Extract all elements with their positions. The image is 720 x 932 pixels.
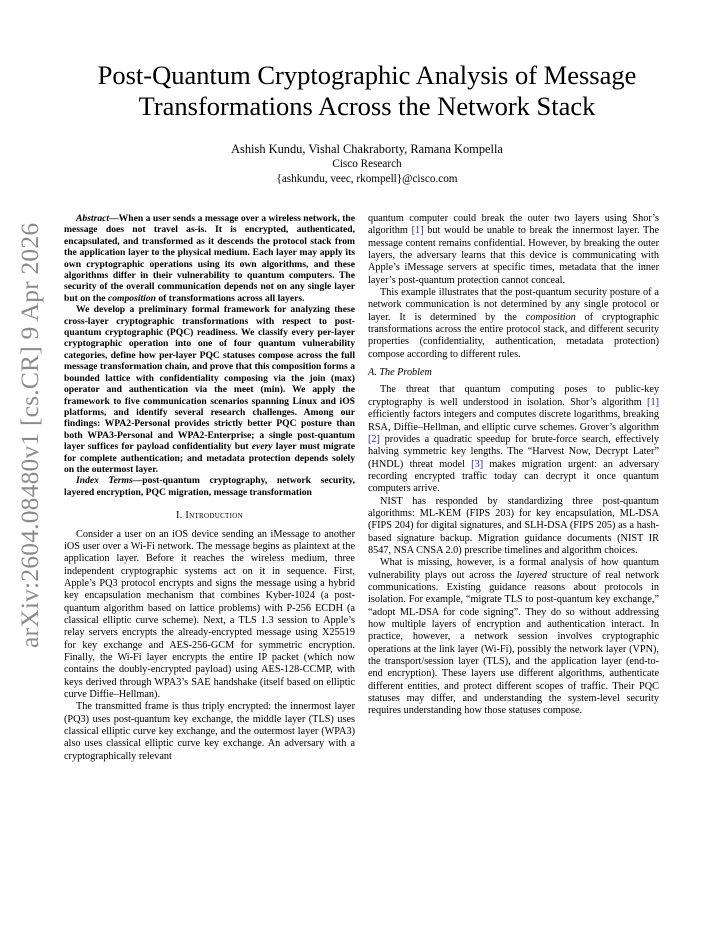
abstract-text: When a user sends a message over a wireless network, the message does not travel as-is. It is encrypted, authenticated, encapsulated, and transformed as it descends the protocol stack from the application layer to the physical medium. Each layer may apply its own cryptographic operations using its own algorithms, and these algorithms differ in their vulnerability to quantum computers. The security of the overall communication depends not on any single layer but on the [64,213,355,304]
abstract-text: of transformations across all layers. [155,292,305,304]
problem-paragraph-1 [368,384,659,495]
body-text: efficiently factors integers and computes discrete logarithms, breaking RSA, Diffie–Hellman, and elliptic curve schemes. Grover’s algorithm [368,409,659,433]
author-block [64,142,670,187]
body-text: This example illustrates that the post-quantum security posture of a network communication is not determined by any single protocol or layer. It is determined by the [368,287,659,323]
right-column [368,213,659,718]
citation-link[interactable]: [1] [411,225,424,237]
citation-link[interactable]: [2] [368,433,380,445]
body-text: What is missing, however, is a formal analysis of how quantum vulnerability plays out across the [368,557,659,581]
index-terms: Index Terms—post-quantum cryptography, network security, layered encryption, PQC migration, message transformation [64,475,355,498]
paper-title: Post-Quantum Cryptographic Analysis of Message Transformations Across the Network Stack [97,60,637,121]
body-emphasis: composition [525,311,576,323]
problem-paragraph-2: NIST has responded by standardizing three post-quantum algorithms: ML-KEM (FIPS 203) for key encapsulation, ML-DSA (FIPS 204) for digital signatures, and SLH-DSA (FIPS 205) as a hash-based signature backup. Migration guidance documents (NIST IR 8547, NSA CNSA 2.0) prescribe timelines and algorithm choices. [368,495,659,556]
author-affiliation: Cisco Research [332,158,402,170]
left-column [64,213,355,763]
body-text: but would be unable to break the innermost layer. The message content remains confidential. However, by breaking the outer layers, the adversary learns that this device is communicating with Apple’s iMessage servers at specific times, metadata that the inner layer’s post-quantum protection cannot conceal. [368,225,659,286]
abstract-paragraph-2 [64,304,355,475]
citation-link[interactable]: [1] [647,396,659,408]
abstract [64,213,355,498]
body-text: quantum computer could break the outer two layers using Shor’s algorithm [368,213,659,237]
author-names: Ashish Kundu, Vishal Chakraborty, Ramana Kompella [231,142,503,156]
intro-paragraph-3 [368,287,659,361]
body-text: The threat that quantum computing poses to public-key cryptography is well understood in isolation. Shor’s algorithm [368,384,659,408]
abstract-label: Abstract [76,213,110,224]
abstract-emphasis: every [251,441,273,453]
intro-paragraph-2: The transmitted frame is thus triply encrypted: the innermost layer (PQ3) uses post-quantum key exchange, the middle layer (TLS) uses classical elliptic curve key exchange, and the outermost layer (WPA3) also uses classical elliptic curve key exchange. An adversary with a cryptographically relevant [64,701,355,762]
index-terms-text: post-quantum cryptography, network security, layered encryption, PQC migration, message transformation [64,475,355,498]
abstract-paragraph-1: Abstract—When a user sends a message over a wireless network, the message does not travel as-is. It is encrypted, authenticated, encapsulated, and transformed as it descends the protocol stack from the application layer to the physical medium. Each layer may apply its own cryptographic operations using its own algorithms, and these algorithms differ in their vulnerability to quantum computers. The security of the overall communication depends not on any single layer but on the composition of transformations across all layers. [64,213,355,304]
section-heading-introduction: I. Introduction [176,510,243,522]
body-emphasis: layered [516,569,547,581]
abstract-emphasis: composition [107,292,156,304]
citation-link[interactable]: [3] [471,458,484,470]
intro-paragraph-1: Consider a user on an iOS device sending an iMessage to another iOS user over a Wi-Fi network. The message begins as plaintext at the application layer. Before it reaches the wireless medium, three independent cryptographic systems act on it in sequence. First, Apple’s PQ3 protocol encrypts and signs the message using a hybrid key encapsulation mechanism that combines Kyber-1024 (a post-quantum algorithm based on lattice problems) with P-256 ECDH (a classical elliptic curve scheme). Next, a TLS 1.3 session to Apple’s relay servers encrypts the already-encrypted message using X25519 for key exchange and AES-256-GCM for symmetric encryption. Finally, the Wi-Fi layer encrypts the entire IP packet (which now contains the doubly-encrypted payload) using AES-128-CCMP, with keys derived through WPA3’s SAE handshake (itself based on elliptic curve Diffie–Hellman). [64,528,355,700]
body-text: makes migration urgent: an adversary recording encrypted traffic today can decrypt it once quantum computers arrive. [368,458,660,495]
body-text: of cryptographic transformations across the entire protocol stack, and different security properties (confidentiality, authentication, metadata protection) compose according to different rules. [368,311,659,360]
abstract-text: layer must migrate for complete authentication; and metadata protection depends solely on the outermost layer. [64,441,355,475]
arxiv-identifier: arXiv:2604.08480v1 [cs.CR] 9 Apr 2026 [15,222,44,648]
subsection-heading-problem: A. The Problem [368,367,432,379]
body-text: structure of real network communications. Existing guidance reasons about protocols in isolation. For example, “migrate TLS to post-quantum key exchange,” “adopt ML-DSA for code signing”. They do so without addressing how multiple layers of encryption and authentication interact. In practice, however, a network session involves cryptographic operations at the link layer (Wi-Fi), possibly the network layer (VPN), the transport/session layer (TLS), and the application layer (end-to-end encryption). These layers use different algorithms, authenticate different entities, and protect different scopes of traffic. Their PQC statuses may differ, and understanding the system-level security requires understanding how those statuses compose. [368,569,659,717]
intro-paragraph-2-continued [368,213,659,287]
author-email: {ashkundu, veec, rkompell}@cisco.com [276,173,458,185]
index-terms-label: Index Terms [76,475,133,487]
body-text: provides a quadratic speedup for brute-force search, effectively halving symmetric key lengths. The “Harvest Now, Decrypt Later” (HNDL) threat model [368,433,659,470]
problem-paragraph-3 [368,557,659,717]
abstract-text: We develop a preliminary formal framework for analyzing these cross-layer cryptographic transformations with respect to post-quantum cryptographic (PQC) readiness. We classify every per-layer cryptographic operation into one of four quantum vulnerability categories, define how per-layer PQC statuses compose across the full message transformation chain, and prove that this composition forms a bounded lattice with confidentiality composing via the join (max) operator and authentication via the meet (min). We apply the framework to five communication scenarios spanning Linux and iOS platforms, and identify several research challenges. Among our findings: WPA2-Personal provides strictly better PQC posture than both WPA3-Personal and WPA2-Enterprise; a single post-quantum layer suffices for payload confidentiality but [64,304,355,453]
